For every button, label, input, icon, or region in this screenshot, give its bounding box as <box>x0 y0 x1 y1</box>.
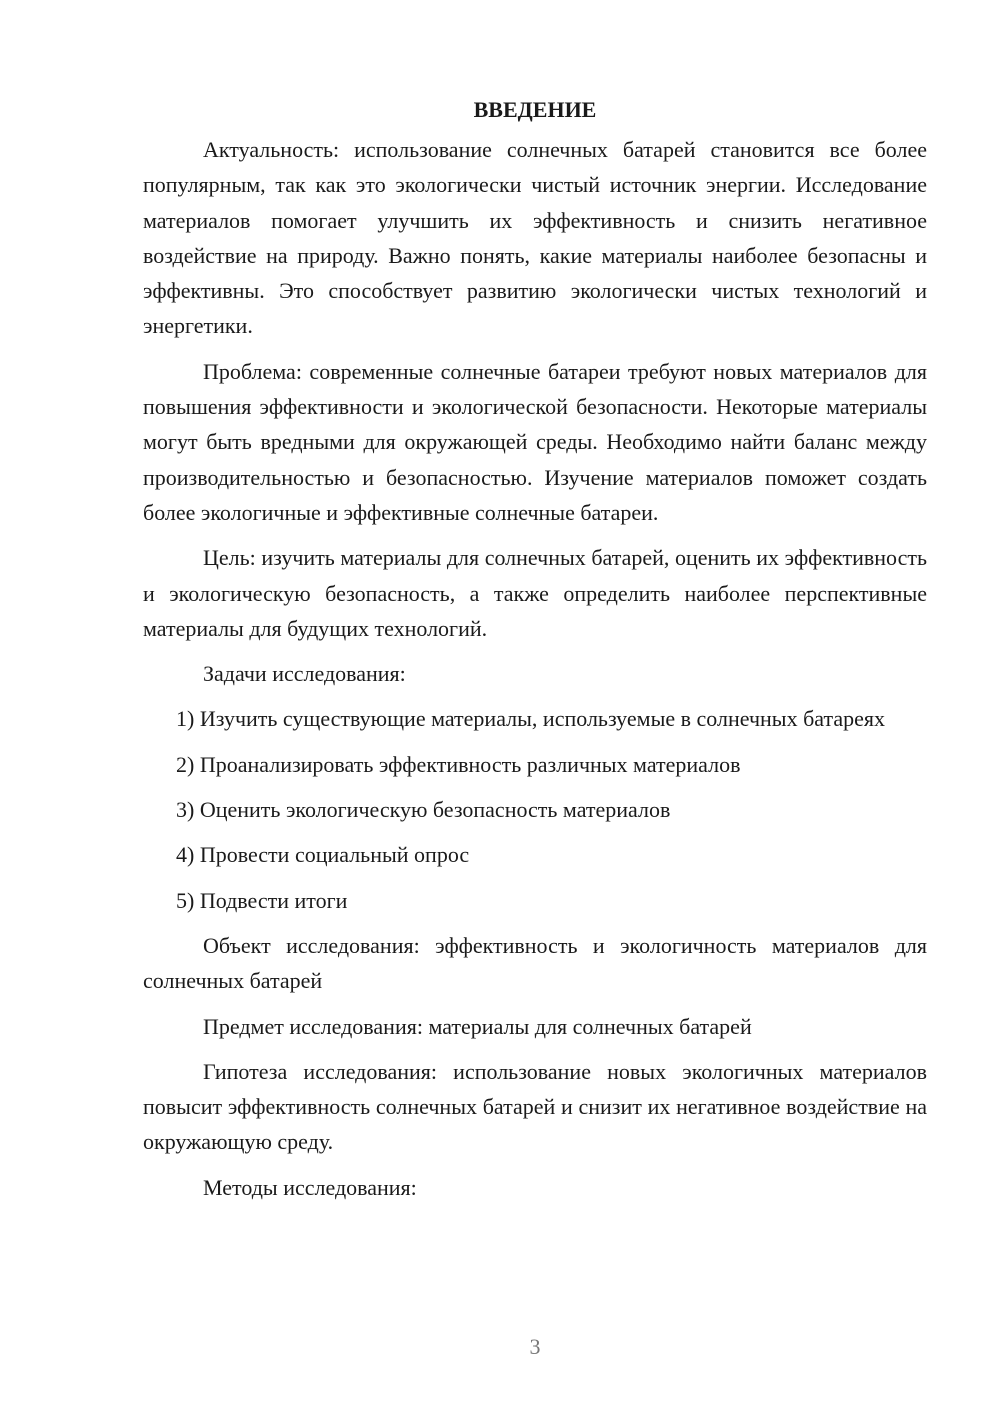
page-title: ВВЕДЕНИЕ <box>473 97 597 122</box>
subject-paragraph: Предмет исследования: материалы для солнечных батарей <box>203 1013 752 1039</box>
problem-paragraph: Проблема: современные солнечные батареи требуют новых материалов для повышения эффективности и экологической безопасности. Некоторые материалы могут быть вредными для окружающей среды. Необходимо найти баланс между производительностью и безопасностью. Изучение материалов поможет создать более экологичные и эффективные солнечные батареи. <box>143 358 927 525</box>
methods-heading: Методы исследования: <box>203 1174 417 1200</box>
task-item: 5) Подвести итоги <box>176 887 348 913</box>
task-item: 2) Проанализировать эффективность различных материалов <box>176 751 741 777</box>
page-number: 3 <box>529 1334 541 1359</box>
task-item: 1) Изучить существующие материалы, используемые в солнечных батареях <box>176 706 885 732</box>
relevance-paragraph: Актуальность: использование солнечных батарей становится все более популярным, так как это экологически чистый источник энергии. Исследование материалов помогает улучшить их эффективность и снизить негативное воздействие на природу. Важно понять, какие материалы наиболее безопасны и эффективны. Это способствует развитию экологически чистых технологий и энергетики. <box>143 137 927 339</box>
task-item: 4) Провести социальный опрос <box>176 842 470 868</box>
object-paragraph: Объект исследования: эффективность и экологичность материалов для солнечных батарей <box>143 932 927 994</box>
hypothesis-paragraph: Гипотеза исследования: использование новых экологичных материалов повысит эффективность солнечных батарей и снизит их негативное воздействие на окружающую среду. <box>143 1058 927 1155</box>
goal-paragraph: Цель: изучить материалы для солнечных батарей, оценить их эффективность и экологическую безопасность, а также определить наиболее перспективные материалы для будущих технологий. <box>143 545 927 641</box>
tasks-heading: Задачи исследования: <box>203 661 406 687</box>
task-item: 3) Оценить экологическую безопасность материалов <box>176 797 671 823</box>
page-content <box>143 92 927 1215</box>
